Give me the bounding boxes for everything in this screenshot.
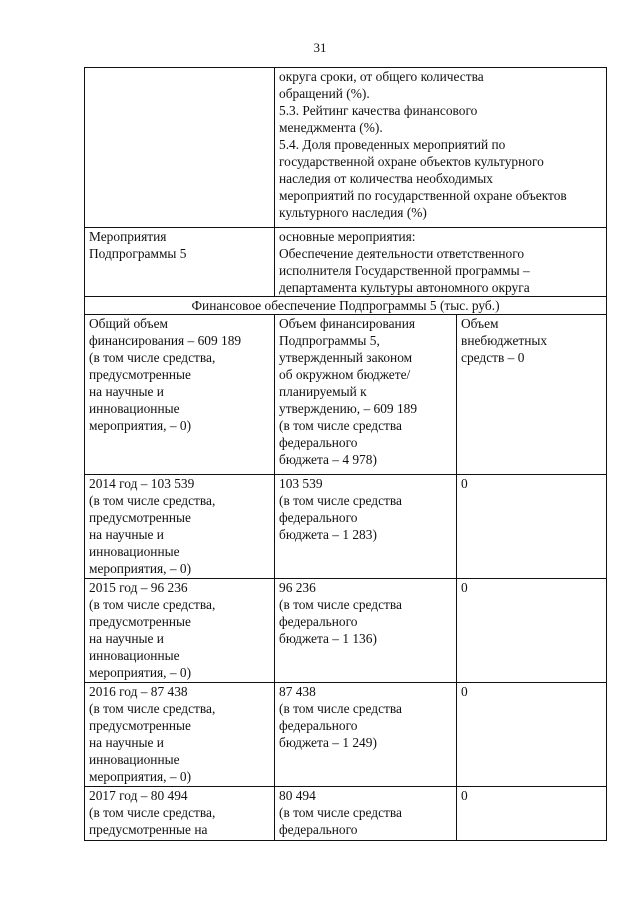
cell-line: 96 236	[279, 580, 316, 595]
year-col1	[85, 475, 275, 579]
cell-line: средств – 0	[461, 350, 525, 365]
totals-row	[85, 315, 607, 475]
cell-line: федерального	[279, 614, 358, 629]
cell-line: государственной охране объектов культурного	[279, 154, 544, 169]
cell-line: 0	[461, 476, 468, 491]
cell-line: наследия от количества необходимых	[279, 171, 493, 186]
cell-line: (в том числе средства,	[89, 805, 216, 820]
year-col1	[85, 787, 275, 841]
cell-line: утвержденный законом	[279, 350, 413, 365]
year-row-2015	[85, 579, 607, 683]
cell-line: бюджета – 4 978)	[279, 452, 377, 467]
cell-line: мероприятия, – 0)	[89, 665, 192, 680]
cell-line: предусмотренные	[89, 718, 191, 733]
cell-line: бюджета – 1 249)	[279, 735, 377, 750]
cell-line: 0	[461, 580, 468, 595]
cell-line: утверждению, – 609 189	[279, 401, 418, 416]
cell-line: 80 494	[279, 788, 316, 803]
cell-line: 103 539	[279, 476, 323, 491]
cell-line: 2014 год – 103 539	[89, 476, 195, 491]
cell-line: Подпрограммы 5	[89, 246, 187, 261]
cell-line: мероприятия, – 0)	[89, 418, 192, 433]
totals-col2	[275, 315, 457, 475]
indicators-label-cell	[85, 68, 275, 228]
year-col2	[275, 475, 457, 579]
cell-line: бюджета – 1 283)	[279, 527, 377, 542]
cell-line: обращений (%).	[279, 86, 370, 101]
cell-line: 0	[461, 684, 468, 699]
year-col3	[457, 683, 607, 787]
cell-line: на научные и	[89, 735, 164, 750]
passport-table	[84, 67, 607, 841]
cell-line: основные мероприятия:	[279, 229, 416, 244]
cell-line: (в том числе средства	[279, 418, 402, 433]
cell-line: планируемый к	[279, 384, 367, 399]
cell-line: (в том числе средства,	[89, 493, 216, 508]
financing-header-row	[85, 297, 607, 315]
cell-line: на научные и	[89, 631, 164, 646]
cell-line: (в том числе средства,	[89, 701, 216, 716]
cell-line: внебюджетных	[461, 333, 548, 348]
cell-line: (в том числе средства	[279, 597, 402, 612]
cell-line: Объем	[461, 316, 499, 331]
year-row-2017	[85, 787, 607, 841]
cell-line: (в том числе средства,	[89, 597, 216, 612]
cell-line: (в том числе средства	[279, 493, 402, 508]
year-row-2016	[85, 683, 607, 787]
year-col3	[457, 787, 607, 841]
cell-line: 0	[461, 788, 468, 803]
year-col2	[275, 683, 457, 787]
year-col2	[275, 787, 457, 841]
year-col1	[85, 579, 275, 683]
year-col3	[457, 579, 607, 683]
cell-line: на научные и	[89, 384, 164, 399]
cell-line: культурного наследия (%)	[279, 205, 427, 220]
cell-line: 2015 год – 96 236	[89, 580, 188, 595]
cell-line: исполнителя Государственной программы –	[279, 263, 530, 278]
cell-line: менеджмента (%).	[279, 120, 383, 135]
cell-line: 2017 год – 80 494	[89, 788, 188, 803]
cell-line: (в том числе средства	[279, 805, 402, 820]
totals-col1	[85, 315, 275, 475]
indicators-cell	[275, 68, 607, 228]
cell-line: Подпрограммы 5,	[279, 333, 380, 348]
cell-line: предусмотренные	[89, 367, 191, 382]
cell-line: инновационные	[89, 648, 180, 663]
cell-line: предусмотренные	[89, 510, 191, 525]
indicators-row	[85, 68, 607, 228]
cell-line: предусмотренные	[89, 614, 191, 629]
cell-line: 87 438	[279, 684, 316, 699]
cell-line: федерального	[279, 435, 358, 450]
cell-line: федерального	[279, 510, 358, 525]
activities-label-cell	[85, 228, 275, 297]
financing-header: Финансовое обеспечение Подпрограммы 5 (тыс. руб.)	[85, 297, 607, 315]
cell-line: бюджета – 1 136)	[279, 631, 377, 646]
cell-line: Мероприятия	[89, 229, 167, 244]
cell-line: федерального	[279, 822, 358, 837]
year-col3	[457, 475, 607, 579]
cell-line: Объем финансирования	[279, 316, 416, 331]
cell-line: мероприятий по государственной охране объектов	[279, 188, 567, 203]
cell-line: инновационные	[89, 752, 180, 767]
cell-line: инновационные	[89, 544, 180, 559]
activities-row	[85, 228, 607, 297]
cell-line: 5.4. Доля проведенных мероприятий по	[279, 137, 506, 152]
cell-line: инновационные	[89, 401, 180, 416]
cell-line: на научные и	[89, 527, 164, 542]
cell-line: Обеспечение деятельности ответственного	[279, 246, 525, 261]
cell-line: 2016 год – 87 438	[89, 684, 188, 699]
cell-line: (в том числе средства	[279, 701, 402, 716]
cell-line: (в том числе средства,	[89, 350, 216, 365]
cell-line: мероприятия, – 0)	[89, 561, 192, 576]
activities-cell	[275, 228, 607, 297]
cell-line: финансирования – 609 189	[89, 333, 242, 348]
cell-line: департамента культуры автономного округа	[279, 280, 530, 295]
year-row-2014	[85, 475, 607, 579]
cell-line: об окружном бюджете/	[279, 367, 411, 382]
cell-line: округа сроки, от общего количества	[279, 69, 484, 84]
page-number: 31	[313, 40, 327, 55]
cell-line: Общий объем	[89, 316, 168, 331]
cell-line: мероприятия, – 0)	[89, 769, 192, 784]
year-col1	[85, 683, 275, 787]
cell-line: 5.3. Рейтинг качества финансового	[279, 103, 478, 118]
cell-line: федерального	[279, 718, 358, 733]
totals-col3	[457, 315, 607, 475]
cell-line: предусмотренные на	[89, 822, 208, 837]
year-col2	[275, 579, 457, 683]
